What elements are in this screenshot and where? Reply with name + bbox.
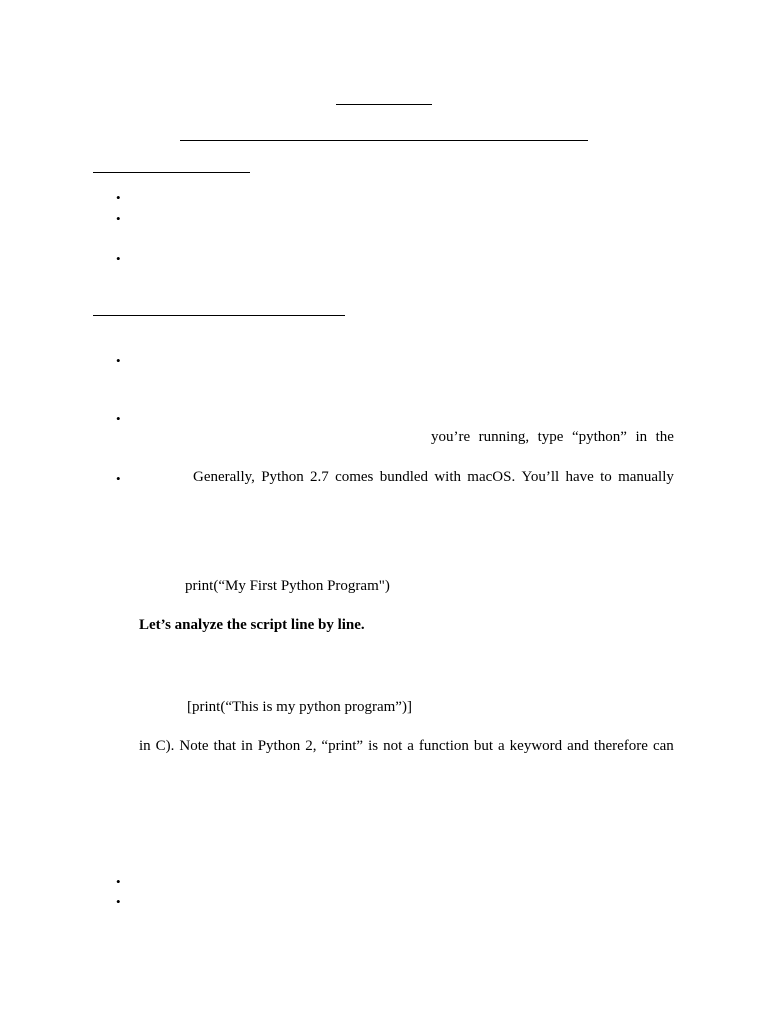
word: have — [565, 469, 594, 485]
section-2-heading-underline — [93, 315, 345, 316]
word: You’ll — [521, 469, 560, 485]
word: bundled — [379, 469, 429, 485]
section-1-heading-underline — [93, 172, 250, 173]
word: function — [418, 738, 469, 754]
word: 2.7 — [310, 469, 329, 485]
word: with — [434, 469, 461, 485]
word: a — [498, 738, 505, 754]
text-line-running-python — [431, 430, 674, 445]
word: and — [567, 738, 589, 754]
word: C). — [155, 738, 175, 754]
word: manually — [618, 469, 674, 485]
word: macOS. — [467, 469, 516, 485]
word: Python — [257, 738, 301, 754]
code-first-program: print(“My First Python Program") — [185, 578, 390, 594]
subtitle-underline — [180, 140, 588, 141]
text-line-python-bundled — [193, 470, 674, 485]
word: in — [635, 429, 648, 445]
word: comes — [335, 469, 374, 485]
word: the — [655, 429, 674, 445]
bullet-7: • — [116, 874, 121, 889]
text-line-print-keyword — [139, 739, 674, 754]
title-underline — [336, 104, 432, 105]
word: is — [368, 738, 379, 754]
word: but — [473, 738, 494, 754]
word: 2, — [305, 738, 317, 754]
bullet-1: • — [116, 190, 121, 205]
bullet-4: • — [116, 353, 121, 368]
word: can — [652, 738, 674, 754]
word: “print” — [321, 738, 364, 754]
word: Python — [261, 469, 304, 485]
word: that — [213, 738, 237, 754]
word: “python” — [571, 429, 627, 445]
bullet-5: • — [116, 411, 121, 426]
word: not — [383, 738, 403, 754]
word: you’re — [431, 429, 471, 445]
word: to — [600, 469, 612, 485]
code-this-program: [print(“This is my python program”)] — [187, 699, 412, 715]
word: therefore — [593, 738, 648, 754]
word: in — [241, 738, 253, 754]
analyze-heading: Let’s analyze the script line by line. — [139, 617, 365, 633]
word: keyword — [509, 738, 563, 754]
bullet-3: • — [116, 251, 121, 266]
bullet-8: • — [116, 894, 121, 909]
word: running, — [478, 429, 530, 445]
word: type — [537, 429, 564, 445]
word: a — [407, 738, 414, 754]
word: Generally, — [193, 469, 255, 485]
word: in — [139, 738, 151, 754]
bullet-6: • — [116, 471, 121, 486]
bullet-2: • — [116, 211, 121, 226]
word: Note — [179, 738, 209, 754]
